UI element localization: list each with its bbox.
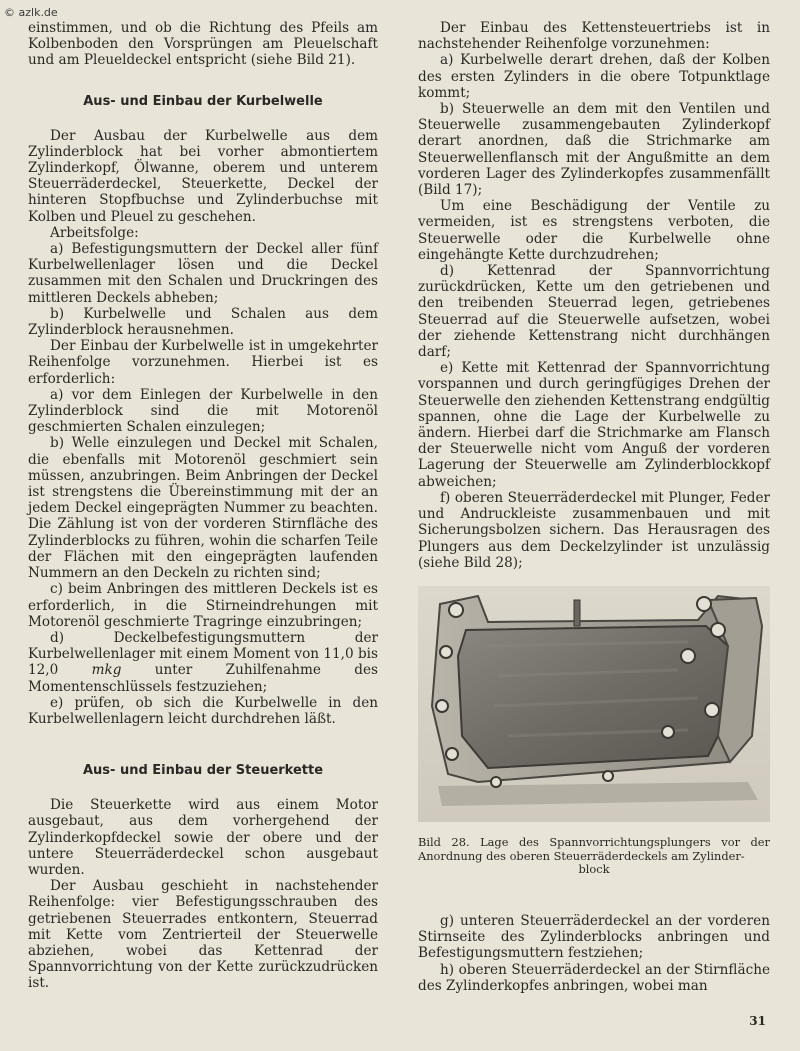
step-d-text-1: d) Deckelbefestigungsmuttern der Kurbelwellenlager mit einem Moment von 11,0 bis 12,0: [28, 629, 378, 679]
chain-paragraph-2: Der Ausbau geschieht in nachstehender Reihenfolge: vier Befestigungsschrauben des getriebenen Steuerrades entkontern, Steuerrad mit Kette vom Zentrierteil der Steuerwelle abziehen, wobei das Kettenrad der Spannvorrichtung von der Kette zurückzudrücken ist.: [28, 878, 378, 992]
chain-install-step-g: g) unteren Steuerräderdeckel an der vorderen Stirnseite des Zylinderblocks anbringen und Befestigungsmuttern festziehen;: [418, 913, 770, 962]
chain-install-step-d: d) Kettenrad der Spannvorrichtung zurückdrücken, Kette um den getriebenen und den treibenden Steuerrad legen, getriebenes Steuerrad auf die Steuerwelle aufsetzen, wobei der ziehende Kettenstrang nicht durchhängen darf;: [418, 263, 770, 361]
figure-28-caption: [418, 836, 770, 877]
chain-install-step-h: h) oberen Steuerräderdeckel an der Stirnfläche des Zylinderkopfes anbringen, wobei man: [418, 961, 770, 994]
heading-timing-chain: Aus- und Einbau der Steuerkette: [82, 763, 324, 779]
chain-install-step-e: e) Kette mit Kettenrad der Spannvorrichtung vorspannen und durch geringfügiges Drehen der Steuerwelle den ziehenden Kettenstrang endgültig spannen, ohne die Lage der Kurbelwelle zu ändern. Hierbei darf die Strichmarke am Flansch der Steuerwelle nicht vom Anguß der vorderen Lagerung der Steuerwelle am Zylinderblockkopf abweichen;: [418, 360, 770, 490]
timing-cover-photo-illustration: [418, 586, 770, 822]
crank-step-b: b) Kurbelwelle und Schalen aus dem Zylinderblock herausnehmen.: [28, 305, 378, 339]
crank-install-step-b: b) Welle einzulegen und Deckel mit Schalen, die ebenfalls mit Motorenöl geschmiert sein müssen, anzubringen. Beim Anbringen der Deckel ist strengstens die Übereinstimmung mit der an jedem Deckel eingeprägten Nummer zu beachten. Die Zählung ist von der vorderen Stirnfläche des Zylinderblocks zu führen, wohin die scharfen Teile der Flächen mit den eingeprägten laufenden Nummern an den Deckeln zu richten sind;: [28, 435, 378, 582]
step-d-text-2: unter Zuhilfenahme des Momentenschlüssels festzuziehen;: [28, 662, 378, 695]
heading-crankshaft: Aus- und Einbau der Kurbelwelle: [83, 93, 323, 109]
figure-28-photo: [418, 586, 770, 822]
chain-install-step-a: a) Kurbelwelle derart drehen, daß der Kolben des ersten Zylinders in die obere Totpunktlage kommt;: [418, 52, 770, 101]
crank-install-step-e: e) prüfen, ob sich die Kurbelwelle in den Kurbelwellenlagern leicht durchdrehen läßt.: [28, 694, 378, 727]
crank-paragraph-1: Der Ausbau der Kurbelwelle aus dem Zylinderblock hat bei vorher abmontiertem Zylinderkopf, Ölwanne, oberem und unterem Steuerräderdeckel, Steuerkette, Deckel der hinteren Stopfbuchse und Zylinderbuchse mit Kolben und Pleuel zu geschehen.: [28, 127, 378, 225]
caption-text-end: block: [578, 862, 610, 877]
chain-install-warning: Um eine Beschädigung der Ventile zu vermeiden, ist es strengstens verboten, die Steuerwelle oder die Kurbelwelle ohne eingehängte Kette durchzudrehen;: [418, 198, 770, 263]
crank-step-a: a) Befestigungsmuttern der Deckel aller fünf Kurbelwellenlager lösen und die Deckel zusammen mit den Schalen und Druckringen des mittleren Deckels abheben;: [28, 241, 378, 306]
chain-install-intro: Der Einbau des Kettensteuertriebs ist in nachstehender Reihenfolge vorzunehmen:: [418, 20, 770, 53]
chain-install-step-b: b) Steuerwelle an dem mit den Ventilen und Steuerwelle zusammengebauten Zylinderkopf derart anordnen, daß die Strichmarke am Steuerwellenflansch mit der Angußmitte an dem vorderen Lager des Zylinderkopfes zusammenfällt (Bild 17);: [418, 101, 770, 199]
right-column-continued: [418, 913, 770, 994]
crank-install-step-d: [28, 630, 378, 695]
left-column: [28, 20, 378, 992]
caption-text: Bild 28. Lage des Spannvorrichtungsplungers vor der Anordnung des oberen Steuerräderdeckels am Zylinder-: [418, 835, 770, 863]
crank-install-step-c: c) beim Anbringen des mittleren Deckels ist es erforderlich, in die Stirneindrehungen mit Motorenöl geschmierte Tragringe einzubringen;: [28, 581, 378, 630]
page-number: 31: [749, 1014, 766, 1028]
crank-install-step-a: a) vor dem Einlegen der Kurbelwelle in den Zylinderblock sind die mit Motorenöl geschmierten Schalen einzulegen;: [28, 386, 378, 436]
crank-paragraph-3: Der Einbau der Kurbelwelle ist in umgekehrter Reihenfolge vorzunehmen. Hierbei ist es erforderlich:: [28, 338, 378, 387]
watermark: © azlk.de: [4, 6, 58, 19]
torque-unit: mkg: [91, 662, 122, 679]
chain-install-step-f: f) oberen Steuerräderdeckel mit Plunger, Feder und Andruckleiste zusammenbauen und mit Sicherungsbolzen sichern. Das Herausragen des Plungers aus dem Deckelzylinder ist unzulässig (siehe Bild 28);: [418, 489, 770, 571]
chain-paragraph-1: Die Steuerkette wird aus einem Motor ausgebaut, aus dem vorhergehend der Zylinderkopfdeckel sowie der obere und der untere Steuerräderdeckel schon ausgebaut wurden.: [28, 797, 378, 878]
right-column: [418, 20, 770, 571]
crank-paragraph-2: Arbeitsfolge:: [50, 224, 139, 241]
intro-paragraph: einstimmen, und ob die Richtung des Pfeils am Kolbenboden den Vorsprüngen am Pleuelschaft und am Pleueldeckel entspricht (siehe Bild 21).: [28, 20, 378, 69]
